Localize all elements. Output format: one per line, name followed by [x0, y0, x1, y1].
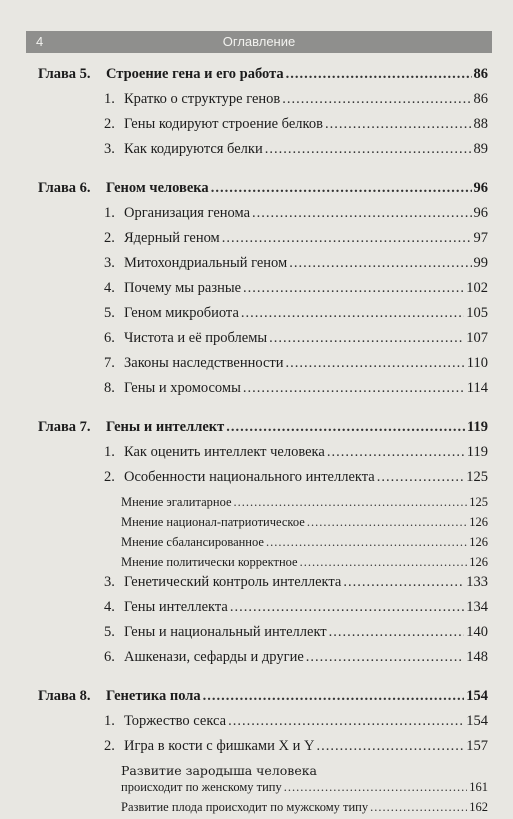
- section-entry: [104, 116, 488, 133]
- dot-leader: [307, 514, 467, 530]
- section-number: 6.: [104, 649, 115, 665]
- dot-leader: [282, 91, 471, 108]
- chapter-entry: [38, 66, 488, 83]
- dot-leader: [203, 688, 465, 705]
- section-title: Ашкенази, сефарды и другие: [124, 649, 304, 665]
- section-entry: [104, 280, 488, 297]
- dot-leader: [300, 554, 468, 570]
- section-page: 154: [466, 713, 488, 729]
- dot-leader: [265, 141, 472, 158]
- running-header: [26, 31, 492, 53]
- section-title: Митохондриальный геном: [124, 255, 288, 271]
- subsection-title: Мнение политически корректное: [121, 555, 298, 569]
- section-number: 8.: [104, 380, 115, 396]
- section-number: 2.: [104, 738, 115, 754]
- section-page: 105: [466, 305, 488, 321]
- subsection-entry: [121, 514, 488, 530]
- section-entry: [104, 141, 488, 158]
- section-number: 5.: [104, 305, 115, 321]
- dot-leader: [241, 305, 464, 322]
- section-number: 5.: [104, 624, 115, 640]
- section-entry: [104, 599, 488, 616]
- dot-leader: [269, 330, 464, 347]
- section-number: 2.: [104, 469, 115, 485]
- section-page: 119: [466, 444, 488, 460]
- chapter-page: 86: [473, 66, 488, 82]
- section-title-group: [104, 355, 284, 372]
- dot-leader: [306, 649, 464, 666]
- section-number: 1.: [104, 444, 115, 460]
- dot-leader: [329, 624, 465, 641]
- chapter-label: Глава 8.: [38, 688, 91, 704]
- section-entry: [104, 649, 488, 666]
- dot-leader: [286, 355, 465, 372]
- section-title-group: [104, 649, 304, 666]
- chapter-gap: [38, 674, 488, 682]
- dot-leader: [289, 255, 471, 272]
- section-entry: [104, 713, 488, 730]
- subsection-entry: [121, 494, 488, 510]
- section-entry: [104, 469, 488, 486]
- section-entry: [104, 355, 488, 372]
- section-title: Кратко о структуре генов: [124, 91, 281, 107]
- section-title: Организация генома: [124, 205, 251, 221]
- section-page: 86: [473, 91, 488, 107]
- section-title-group: [104, 380, 241, 397]
- section-page: 157: [466, 738, 488, 754]
- section-entry: [104, 230, 488, 247]
- page-number: 4: [36, 34, 44, 49]
- section-title-group: [104, 574, 341, 591]
- subsection-page: 126: [469, 555, 488, 569]
- section-title: Гены кодируют строение белков: [124, 116, 323, 132]
- section-title-group: [104, 469, 375, 486]
- dot-leader: [316, 738, 464, 755]
- subsection-entry-line2: [121, 779, 488, 795]
- section-page: 114: [466, 380, 488, 396]
- section-title-group: [104, 444, 325, 461]
- section-number: 1.: [104, 713, 115, 729]
- section-title: Гены и хромосомы: [124, 380, 241, 396]
- subsection-page: 161: [469, 780, 488, 794]
- section-title: Генетический контроль интеллекта: [124, 574, 342, 590]
- chapter-label: Глава 6.: [38, 180, 91, 196]
- section-title: Ядерный геном: [124, 230, 220, 246]
- subsection-page: 126: [469, 535, 488, 549]
- section-title-group: [104, 599, 228, 616]
- chapter-entry: [38, 419, 488, 436]
- dot-leader: [230, 599, 464, 616]
- dot-leader: [252, 205, 471, 222]
- subsection-title: Мнение национал-патриотическое: [121, 515, 305, 529]
- section-number: 1.: [104, 205, 115, 221]
- section-page: 102: [466, 280, 488, 296]
- section-page: 125: [466, 469, 488, 485]
- subsection-entry: [121, 534, 488, 550]
- section-number: 3.: [104, 141, 115, 157]
- chapter-label: Глава 5.: [38, 66, 91, 82]
- section-title: Игра в кости с фишками X и Y: [124, 738, 315, 754]
- section-title-group: [104, 230, 220, 247]
- table-of-contents: [38, 60, 488, 819]
- section-page: 96: [473, 205, 488, 221]
- dot-leader: [325, 116, 472, 133]
- section-entry: [104, 624, 488, 641]
- section-entry: [104, 91, 488, 108]
- section-entry: [104, 574, 488, 591]
- chapter-title-group: [38, 180, 209, 197]
- chapter-gap: [38, 405, 488, 413]
- section-entry: [104, 255, 488, 272]
- section-title: Почему мы разные: [124, 280, 242, 296]
- dot-leader: [343, 574, 464, 591]
- chapter-title: Строение гена и его работа: [106, 66, 284, 82]
- section-number: 2.: [104, 116, 115, 132]
- section-title-group: [104, 116, 323, 133]
- subsection-title: Мнение сбалансированное: [121, 535, 264, 549]
- chapter-title-group: [38, 419, 224, 436]
- section-title-group: [104, 91, 280, 108]
- section-title: Как оценить интеллект человека: [124, 444, 325, 460]
- dot-leader: [377, 469, 465, 486]
- section-page: 148: [466, 649, 488, 665]
- subsection-title-line1: Развитие зародыша человека: [121, 763, 317, 778]
- section-title-group: [104, 330, 267, 347]
- section-title: Законы наследственности: [124, 355, 284, 371]
- section-page: 99: [473, 255, 488, 271]
- dot-leader: [234, 494, 468, 510]
- section-title: Торжество секса: [124, 713, 227, 729]
- section-number: 4.: [104, 280, 115, 296]
- section-entry: [104, 305, 488, 322]
- chapter-page: 119: [467, 419, 488, 435]
- dot-leader: [370, 799, 467, 815]
- section-page: 133: [466, 574, 488, 590]
- section-entry: [104, 444, 488, 461]
- chapter-page: 96: [473, 180, 488, 196]
- section-title-group: [104, 305, 239, 322]
- section-number: 4.: [104, 599, 115, 615]
- subsection-entry: [121, 554, 488, 570]
- section-page: 89: [473, 141, 488, 157]
- section-page: 107: [466, 330, 488, 346]
- chapter-title: Генетика пола: [106, 688, 201, 704]
- section-page: 140: [466, 624, 488, 640]
- dot-leader: [286, 66, 472, 83]
- section-title-group: [104, 624, 327, 641]
- section-entry: [104, 205, 488, 222]
- chapter-title: Геном человека: [106, 180, 209, 196]
- section-number: 1.: [104, 91, 115, 107]
- chapter-title-group: [38, 688, 201, 705]
- subsection-page: 125: [469, 495, 488, 509]
- dot-leader: [243, 280, 464, 297]
- section-title-group: [104, 255, 287, 272]
- subsection-title: происходит по женскому типу: [121, 780, 282, 794]
- section-page: 134: [466, 599, 488, 615]
- chapter-title-group: [38, 66, 284, 83]
- section-title: Как кодируются белки: [124, 141, 263, 157]
- section-title-group: [104, 280, 241, 297]
- subsection-page: 126: [469, 515, 488, 529]
- subsection-title: Развитие плода происходит по мужскому типу: [121, 800, 369, 814]
- dot-leader: [228, 713, 464, 730]
- section-title: Геном микробиота: [124, 305, 239, 321]
- section-entry: [104, 380, 488, 397]
- section-title-group: [104, 738, 314, 755]
- section-title-group: [104, 141, 263, 158]
- dot-leader: [211, 180, 472, 197]
- section-page: 88: [473, 116, 488, 132]
- section-number: 2.: [104, 230, 115, 246]
- subsection-entry: [121, 763, 488, 795]
- dot-leader: [226, 419, 465, 436]
- section-entry: [104, 738, 488, 755]
- section-number: 7.: [104, 355, 115, 371]
- chapter-title: Гены и интеллект: [106, 419, 225, 435]
- dot-leader: [243, 380, 465, 397]
- subsection-page: 162: [469, 800, 488, 814]
- chapter-page: 154: [466, 688, 488, 704]
- dot-leader: [284, 779, 468, 795]
- section-title: Гены и национальный интеллект: [124, 624, 327, 640]
- dot-leader: [266, 534, 467, 550]
- dot-leader: [222, 230, 472, 247]
- dot-leader: [327, 444, 465, 461]
- section-page: 97: [473, 230, 488, 246]
- section-number: 3.: [104, 255, 115, 271]
- chapter-gap: [38, 166, 488, 174]
- chapter-entry: [38, 688, 488, 705]
- chapter-label: Глава 7.: [38, 419, 91, 435]
- section-number: 6.: [104, 330, 115, 346]
- section-title-group: [104, 713, 226, 730]
- subsection-entry: [121, 799, 488, 815]
- running-title: Оглавление: [222, 34, 296, 49]
- section-number: 3.: [104, 574, 115, 590]
- section-title: Особенности национального интеллекта: [124, 469, 375, 485]
- section-title: Гены интеллекта: [124, 599, 228, 615]
- section-entry: [104, 330, 488, 347]
- chapter-entry: [38, 180, 488, 197]
- subsection-title: Мнение эгалитарное: [121, 495, 232, 509]
- section-page: 110: [466, 355, 488, 371]
- section-title: Чистота и её проблемы: [124, 330, 268, 346]
- section-title-group: [104, 205, 250, 222]
